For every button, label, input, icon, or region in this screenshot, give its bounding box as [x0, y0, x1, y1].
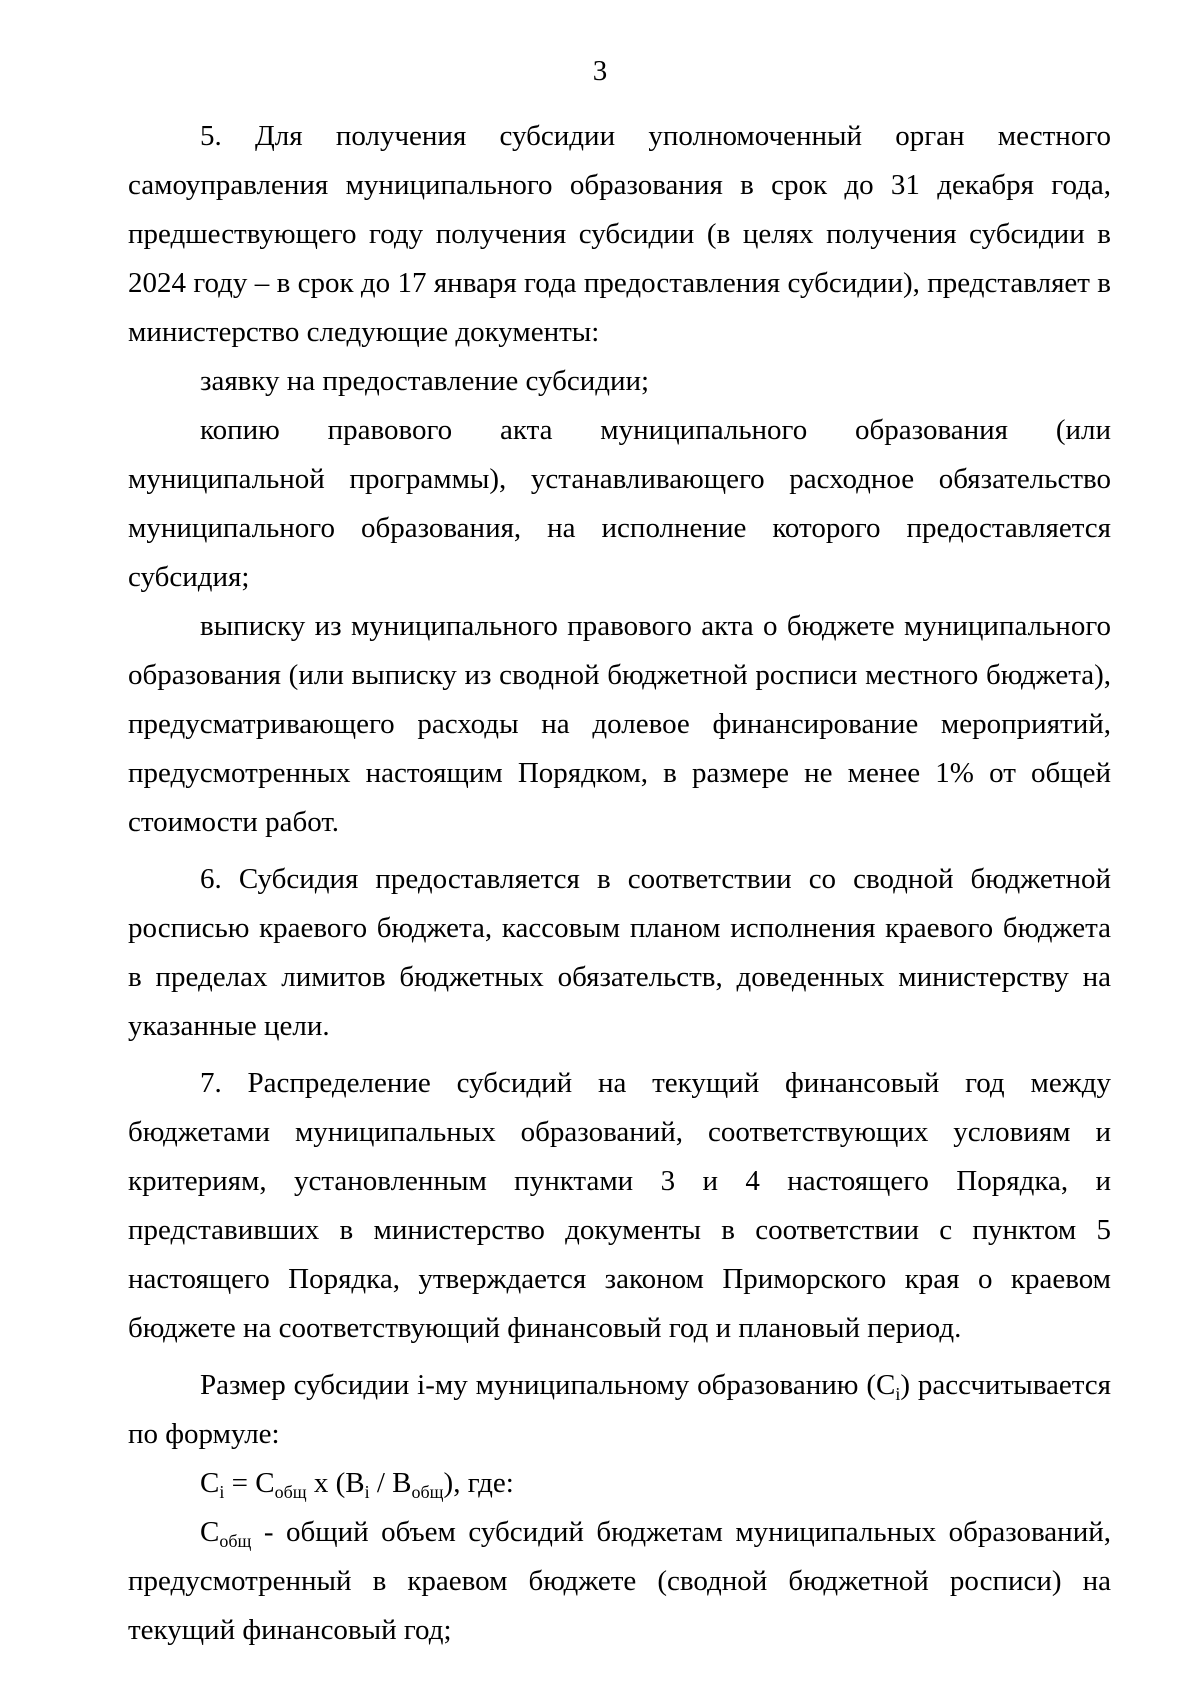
definition-symbol: С [200, 1516, 220, 1548]
subsidy-size-text-end: ) рассчитывается по формуле: [128, 1369, 1111, 1450]
formula-b-subscript: i [364, 1482, 370, 1502]
formula-c-subscript: i [219, 1482, 225, 1502]
formula-c: С [200, 1467, 220, 1499]
definition-c-total [128, 1508, 1111, 1655]
document-body [128, 112, 1111, 1655]
subsidy-size-paragraph [128, 1361, 1111, 1459]
paragraph-6: 6. Субсидия предоставляется в соответствии со сводной бюджетной росписью краевого бюджета, кассовым планом исполнения краевого бюджета в пределах лимитов бюджетных обязательств, доведенных министерству на указанные цели. [128, 863, 1111, 1042]
definition-text: - общий объем субсидий бюджетам муниципальных образований, предусмотренный в краевом бюджете (сводной бюджетной росписи) на текущий финансовый год; [128, 1516, 1111, 1646]
paragraph-7: 7. Распределение субсидий на текущий финансовый год между бюджетами муниципальных образований, соответствующих условиям и критериям, установленным пунктами 3 и 4 настоящего Порядка, и представивших в министерство документы в соответствии с пунктом 5 настоящего Порядка, утверждается законом Приморского края о краевом бюджете на соответствующий финансовый год и плановый период. [128, 1067, 1111, 1344]
formula-div-b: / В [369, 1467, 412, 1499]
formula-equals-c: = С [224, 1467, 275, 1499]
formula-b-total-subscript: общ [411, 1482, 444, 1502]
paragraph-5-item-budget-extract: выписку из муниципального правового акта о бюджете муниципального образования (или выписку из сводной бюджетной росписи местного бюджета), предусматривающего расходы на долевое финансирование мероприятий, предусмотренных настоящим Порядком, в размере не менее 1% от общей стоимости работ. [128, 610, 1111, 838]
formula-c-total-subscript: общ [274, 1482, 307, 1502]
formula-tail: ), где: [443, 1467, 514, 1499]
subsidy-size-subscript: i [895, 1384, 901, 1404]
subsidy-size-text-start: Размер субсидии i-му муниципальному образованию (С [200, 1369, 896, 1401]
paragraph-5: 5. Для получения субсидии уполномоченный орган местного самоуправления муниципального образования в срок до 31 декабря года, предшествующего году получения субсидии (в целях получения субсидии в 2024 году – в срок до 17 января года предоставления субсидии), представляет в министерство следующие документы: [128, 120, 1111, 348]
definition-symbol-subscript: общ [219, 1531, 252, 1551]
page-number: 3 [592, 55, 608, 87]
paragraph-5-item-legal-act-copy: копию правового акта муниципального образования (или муниципальной программы), устанавливающего расходное обязательство муниципального образования, на исполнение которого предоставляется субсидия; [128, 414, 1111, 593]
formula-mult-b: х (В [306, 1467, 365, 1499]
paragraph-5-item-application: заявку на предоставление субсидии; [200, 365, 650, 397]
subsidy-formula [128, 1459, 1111, 1508]
